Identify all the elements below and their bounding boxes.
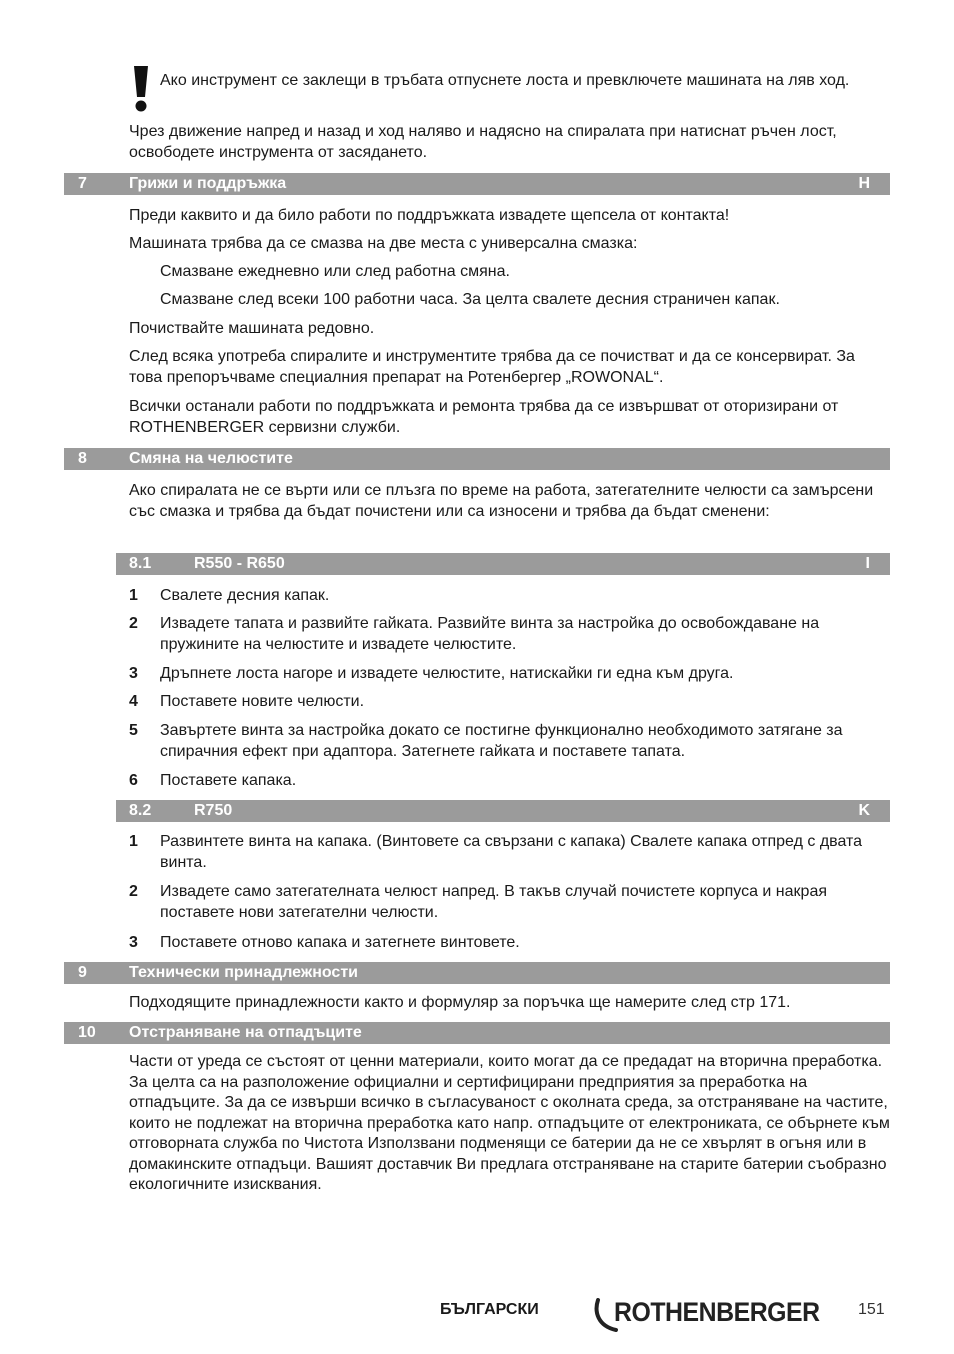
step-text: Поставете капака. <box>160 772 297 789</box>
paragraph: Преди каквито и да било работи по поддръжката извадете щепсела от контакта! <box>129 207 730 224</box>
paragraph: Всички останали работи по поддръжката и ремонта трябва да се извършват от оторизирани от ROTHENBERGER сервизни служби. <box>129 398 839 436</box>
brand-logo <box>594 1294 840 1334</box>
paragraph: След всяка употреба спиралите и инструментите трябва да се почистват и да се консервират. За това препоръчваме специалния препарат на Ротенбергер „ROWONAL“. <box>129 348 855 386</box>
step-number: 5 <box>129 722 138 739</box>
paragraph: Подходящите принадлежности както и формуляр за поръчка ще намерите след стр 171. <box>129 994 791 1011</box>
step-number: 4 <box>129 693 138 710</box>
section-title: Отстраняване на отпадъците <box>129 1024 362 1041</box>
section-heading-9 <box>64 962 890 984</box>
section-title: Грижи и поддръжка <box>129 175 287 192</box>
warning-exclamation-icon <box>132 66 150 112</box>
step-text: Дръпнете лоста нагоре и извадете челюстите, натискайки ги една към друга. <box>160 665 734 682</box>
section-heading-8 <box>64 448 890 470</box>
step-text: Развинтете винта на капака. (Винтовете са свързани с капака) Свалете капака отпред с двата винта. <box>160 833 863 871</box>
step-number: 3 <box>129 934 138 951</box>
section-number: 8 <box>78 450 87 467</box>
section-title: Технически принадлежности <box>129 964 358 981</box>
step-number: 3 <box>129 665 138 682</box>
step-number: 2 <box>129 883 138 900</box>
section-number: 8.2 <box>129 802 152 819</box>
step-text: Свалете десния капак. <box>160 587 330 604</box>
step-text: Поставете отново капака и затегнете винтовете. <box>160 934 520 951</box>
section-title: R750 <box>194 802 233 819</box>
page-number: 151 <box>858 1301 885 1318</box>
subsection-heading-8-1 <box>116 553 890 575</box>
paragraph: Ако спиралата не се върти или се плъзга по време на работа, затегателните челюсти са замърсени със смазка и трябва да бъдат почистени или са износени и трябва да бъдат сменени: <box>129 482 874 520</box>
step-number: 2 <box>129 615 138 632</box>
step-text: Извадете само затегателната челюст напред. В такъв случай почистете корпуса и накрая поставете нови затегателни челюсти. <box>160 883 827 921</box>
brand-name: ROTHENBERGER <box>614 1297 820 1327</box>
section-number: 10 <box>78 1024 96 1041</box>
paragraph: Части от уреда се състоят от ценни материали, които могат да се предадат на вторична преработка. За целта са на разположение официални и сертифицирани предприятия за преработка на отпадъците. За да се извърши всичко в съгласуваност с околната среда, за отстраняване на частите, които не подлежат на вторична преработка като напр. отпадъците от електрониката, се обърнете към отговорната служба по Чистота Използвани подменящи се батерии да не се хвърлят в огъня или в домакинските отпадъци. Вашият доставчик Ви предлага отстраняване на старите батерии съобразно екологичните изисквания. <box>129 1053 890 1193</box>
figure-reference: K <box>858 802 870 819</box>
step-number: 6 <box>129 772 138 789</box>
paragraph: Машината трябва да се смазва на две места с универсална смазка: <box>129 235 638 252</box>
figure-reference: I <box>865 555 870 572</box>
intro-paragraph: Чрез движение напред и назад и ход наляво и надясно на спиралата при натиснат ръчен лост, освободете инструмента от засядането. <box>129 123 837 161</box>
figure-reference: H <box>858 175 870 192</box>
indented-paragraph: Смазване ежедневно или след работна смяна. <box>160 263 510 280</box>
subsection-heading-8-2 <box>116 800 890 822</box>
step-number: 1 <box>129 833 138 850</box>
warning-text: Ако инструмент се заклещи в тръбата отпуснете лоста и превключете машината на ляв ход. <box>160 72 850 89</box>
indented-paragraph: Смазване след всеки 100 работни часа. За целта свалете десния страничен капак. <box>160 291 780 308</box>
paragraph: Почиствайте машината редовно. <box>129 320 375 337</box>
step-text: Извадете тапата и развийте гайката. Развийте винта за настройка до освобождаване на пружините на челюстите и извадете челюстите. <box>160 615 820 653</box>
section-heading-10 <box>64 1022 890 1044</box>
section-title: R550 - R650 <box>194 555 285 572</box>
step-text: Поставете новите челюсти. <box>160 693 365 710</box>
section-number: 8.1 <box>129 555 152 572</box>
section-title: Смяна на челюстите <box>129 450 293 467</box>
step-text: Завъртете винта за настройка докато се постигне функционално необходимото затягане за спирачния ефект при адаптора. Затегнете гайката и поставете тапата. <box>160 722 843 760</box>
step-number: 1 <box>129 587 138 604</box>
section-heading-7 <box>64 173 890 195</box>
section-number: 7 <box>78 175 87 192</box>
section-number: 9 <box>78 964 87 981</box>
footer-language: БЪЛГАРСКИ <box>440 1301 539 1318</box>
